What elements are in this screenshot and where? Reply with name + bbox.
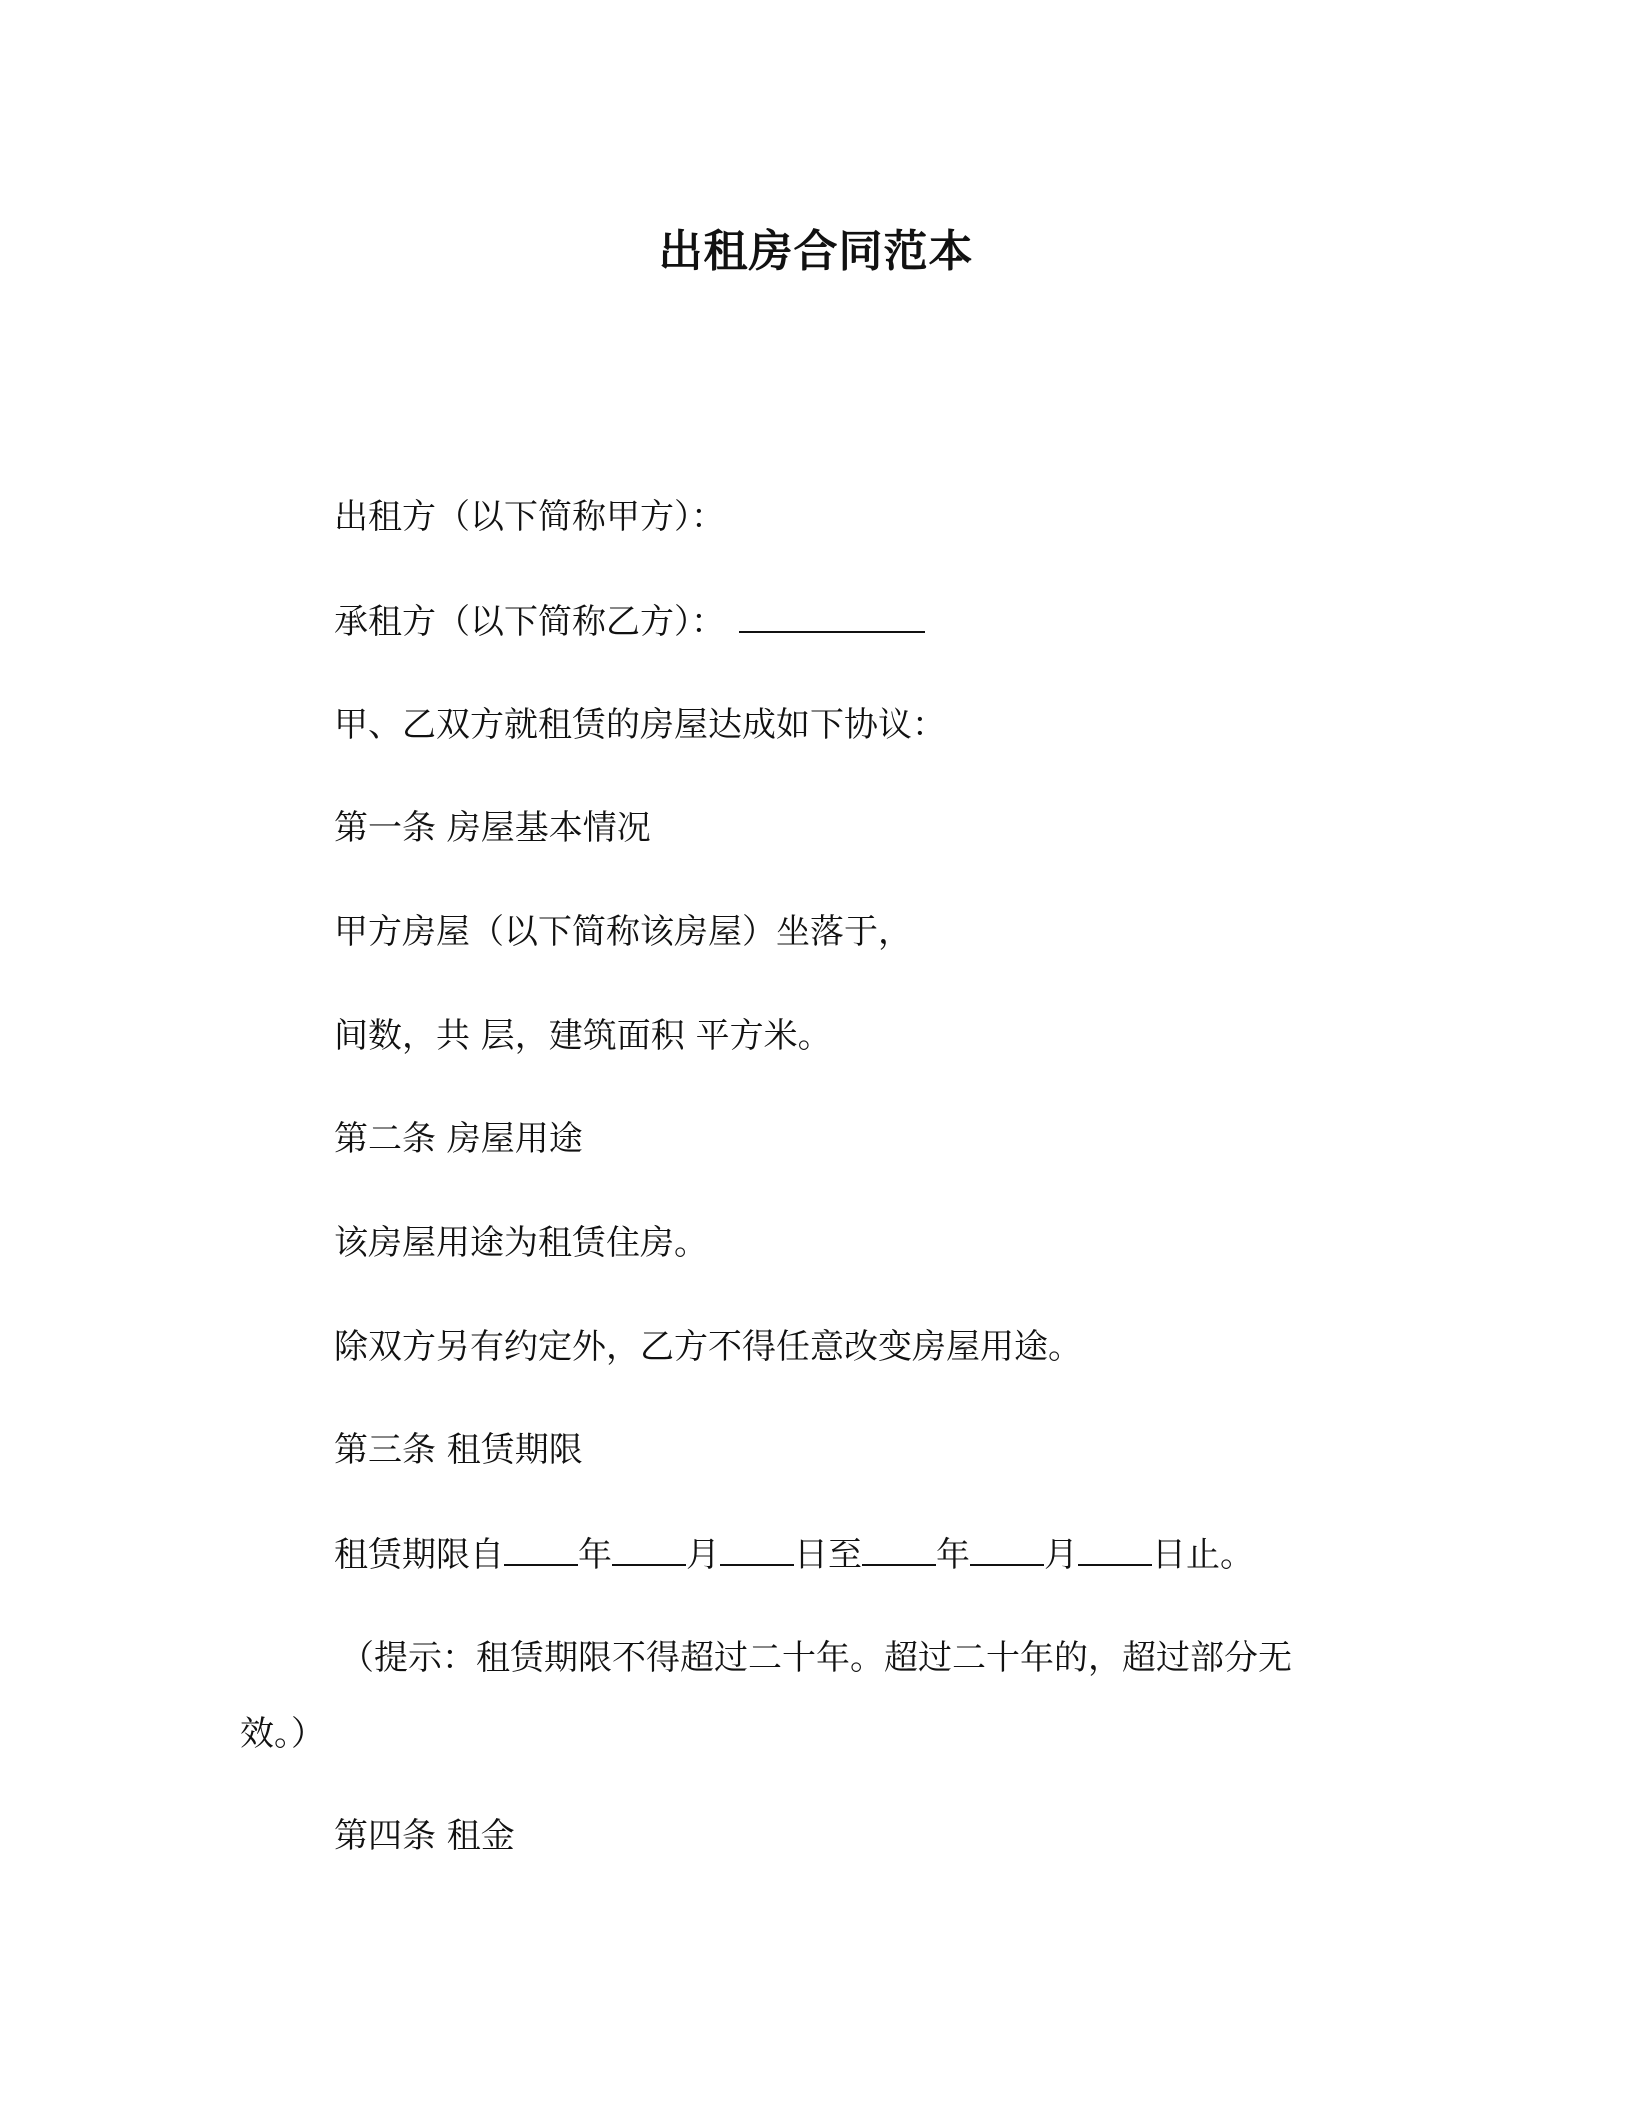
end-day-blank [1078,1530,1152,1566]
lessee-line [334,597,925,646]
note-line-1: （提示：租赁期限不得超过二十年。超过二十年的，超过部分无 [340,1638,1292,1678]
lessee-name-blank [739,597,925,633]
term-month-1: 月 [686,1535,720,1575]
article-4-heading: 第四条 租金 [334,1816,515,1856]
term-day-to: 日至 [794,1535,862,1575]
document-title: 出租房合同范本 [658,226,974,277]
term-prefix: 租赁期限自 [334,1535,504,1575]
lease-term-line [334,1530,1254,1579]
lessor-label: 出租方（以下简称甲方）： [334,497,725,537]
start-day-blank [720,1530,794,1566]
article-3-heading: 第三条 租赁期限 [334,1430,583,1470]
term-day-end: 日止。 [1152,1535,1254,1575]
start-year-blank [504,1530,578,1566]
term-year-2: 年 [936,1535,970,1575]
note-line-2: 效。） [240,1714,325,1754]
article-1-heading: 第一条 房屋基本情况 [334,808,651,848]
term-year-1: 年 [578,1535,612,1575]
article-2-line-1: 该房屋用途为租赁住房。 [334,1223,708,1263]
term-month-2: 月 [1044,1535,1078,1575]
article-2-line-2: 除双方另有约定外，乙方不得任意改变房屋用途。 [334,1327,1082,1367]
lessee-label: 承租方（以下简称乙方）： [334,602,725,642]
article-1-line-2: 间数，共 层，建筑面积 平方米。 [334,1016,832,1056]
article-2-heading: 第二条 房屋用途 [334,1119,583,1159]
lessor-line [334,493,725,541]
article-1-line-1: 甲方房屋（以下简称该房屋）坐落于， [334,912,912,952]
end-year-blank [862,1530,936,1566]
start-month-blank [612,1530,686,1566]
agreement-intro: 甲、乙双方就租赁的房屋达成如下协议： [334,705,946,745]
end-month-blank [970,1530,1044,1566]
